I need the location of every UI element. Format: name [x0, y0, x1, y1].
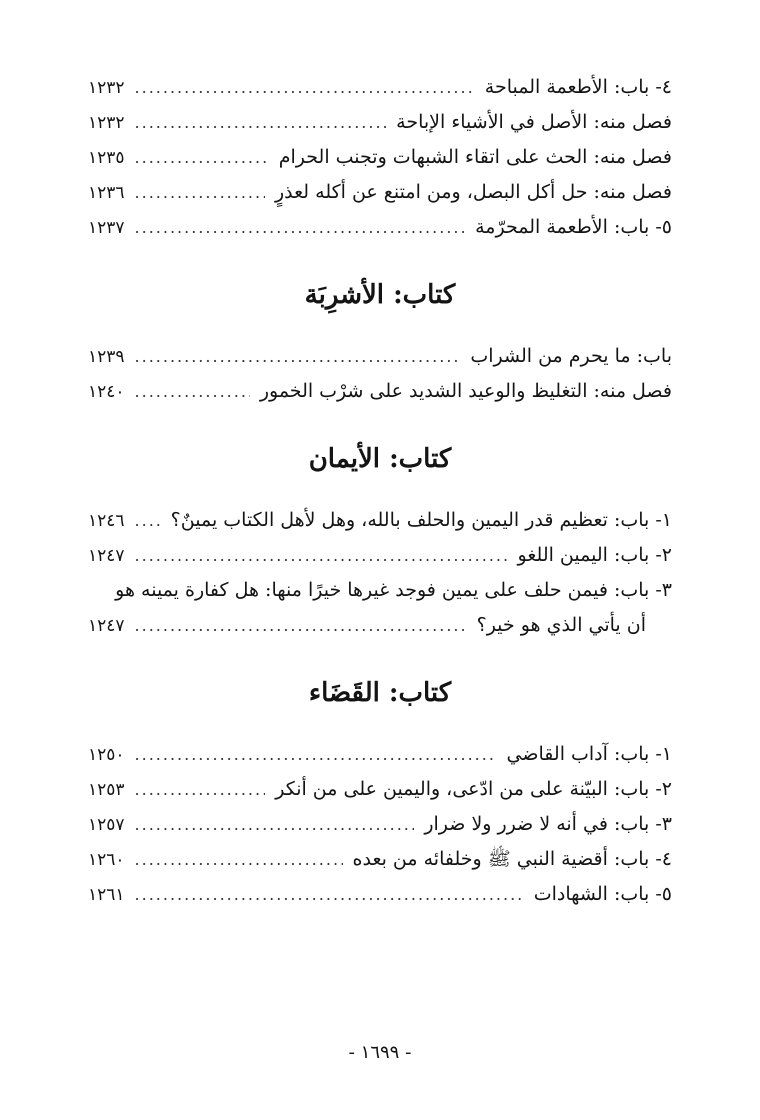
leader-dots — [135, 737, 497, 772]
entry-page: ١٢٤٧ — [88, 616, 125, 636]
entry-page: ١٢٤٠ — [88, 382, 125, 402]
toc-entry — [88, 842, 672, 877]
leader-dots — [135, 503, 161, 538]
entry-page: ١٢٣٢ — [88, 113, 125, 133]
entry-title: فصل منه: الأصل في الأشياء الإباحة — [396, 111, 672, 133]
leader-dots — [135, 70, 475, 105]
leader-dots — [135, 538, 508, 573]
entry-page: ١٢٥٧ — [88, 815, 125, 835]
entry-title: ٤- باب: أقضية النبي ﷺ وخلفائه من بعده — [352, 848, 672, 870]
entry-title: فصل منه: حل أكل البصل، ومن امتنع عن أكله لعذرٍ — [274, 181, 672, 203]
toc-entry — [88, 608, 672, 643]
entry-title-line2: أن يأتي الذي هو خير؟ — [476, 614, 646, 636]
entry-title: باب: ما يحرم من الشراب — [470, 345, 672, 367]
toc-entry — [88, 140, 672, 175]
entry-page: ١٢٤٦ — [88, 511, 125, 531]
leader-dots — [135, 105, 387, 140]
entry-title: ٣- باب: في أنه لا ضرر ولا ضرار — [424, 813, 672, 835]
toc-entry — [88, 210, 672, 245]
leader-dots — [135, 339, 461, 374]
section-heading: كتاب: الأشرِبَة — [304, 280, 456, 310]
entry-title-line1: ٣- باب: فيمن حلف على يمين فوجد غيرها خيرًا منها: هل كفارة يمينه هو — [115, 579, 672, 601]
entry-page: ١٢٥٠ — [88, 745, 125, 765]
entry-title: ٢- باب: اليمين اللغو — [517, 544, 672, 566]
entry-title: ٤- باب: الأطعمة المباحة — [484, 76, 672, 98]
toc-entry — [88, 175, 672, 210]
entry-page: ١٢٦١ — [88, 885, 125, 905]
toc-group-drinks — [88, 339, 672, 409]
entry-page: ١٢٣٦ — [88, 183, 125, 203]
toc-group-foods — [88, 70, 672, 245]
section-heading: كتاب: القَضَاء — [308, 678, 452, 708]
leader-dots — [135, 175, 265, 210]
toc-entry — [88, 538, 672, 573]
leader-dots — [135, 772, 266, 807]
entry-title: فصل منه: الحث على اتقاء الشبهات وتجنب الحرام — [278, 146, 672, 168]
leader-dots — [135, 807, 415, 842]
leader-dots — [135, 608, 467, 643]
entry-title: ١- باب: آداب القاضي — [506, 743, 672, 765]
entry-title: ١- باب: تعظيم قدر اليمين والحلف بالله، وهل لأهل الكتاب يمينٌ؟ — [170, 509, 672, 531]
toc-entry — [88, 70, 672, 105]
entry-title: ٢- باب: البيّنة على من ادّعى، واليمين على من أنكر — [275, 778, 672, 800]
entry-page: ١٢٥٣ — [88, 780, 125, 800]
toc-entry — [88, 374, 672, 409]
toc-entry — [88, 737, 672, 772]
entry-page: ١٢٣٩ — [88, 347, 125, 367]
toc-entry — [88, 807, 672, 842]
entry-page: ١٢٣٢ — [88, 78, 125, 98]
leader-dots — [135, 842, 343, 877]
entry-title: فصل منه: التغليظ والوعيد الشديد على شرْب الخمور — [259, 380, 672, 402]
entry-title: ٥- باب: الأطعمة المحرّمة — [475, 216, 672, 238]
entry-page: ١٢٣٥ — [88, 148, 125, 168]
page-number: - ١٦٩٩ - — [348, 1042, 412, 1063]
toc-entry — [88, 772, 672, 807]
toc-entry — [88, 877, 672, 912]
table-of-contents — [88, 70, 672, 912]
leader-dots — [135, 877, 524, 912]
toc-entry — [88, 339, 672, 374]
toc-group-judgment — [88, 737, 672, 912]
leader-dots — [135, 140, 269, 175]
entry-page: ١٢٣٧ — [88, 218, 125, 238]
entry-title: ٥- باب: الشهادات — [533, 883, 672, 905]
entry-page: ١٢٤٧ — [88, 546, 125, 566]
toc-entry — [88, 105, 672, 140]
toc-entry — [88, 503, 672, 538]
entry-page: ١٢٦٠ — [88, 850, 125, 870]
leader-dots — [135, 374, 250, 409]
section-heading: كتاب: الأيمان — [308, 444, 452, 474]
leader-dots — [135, 210, 466, 245]
toc-group-oaths — [88, 503, 672, 643]
